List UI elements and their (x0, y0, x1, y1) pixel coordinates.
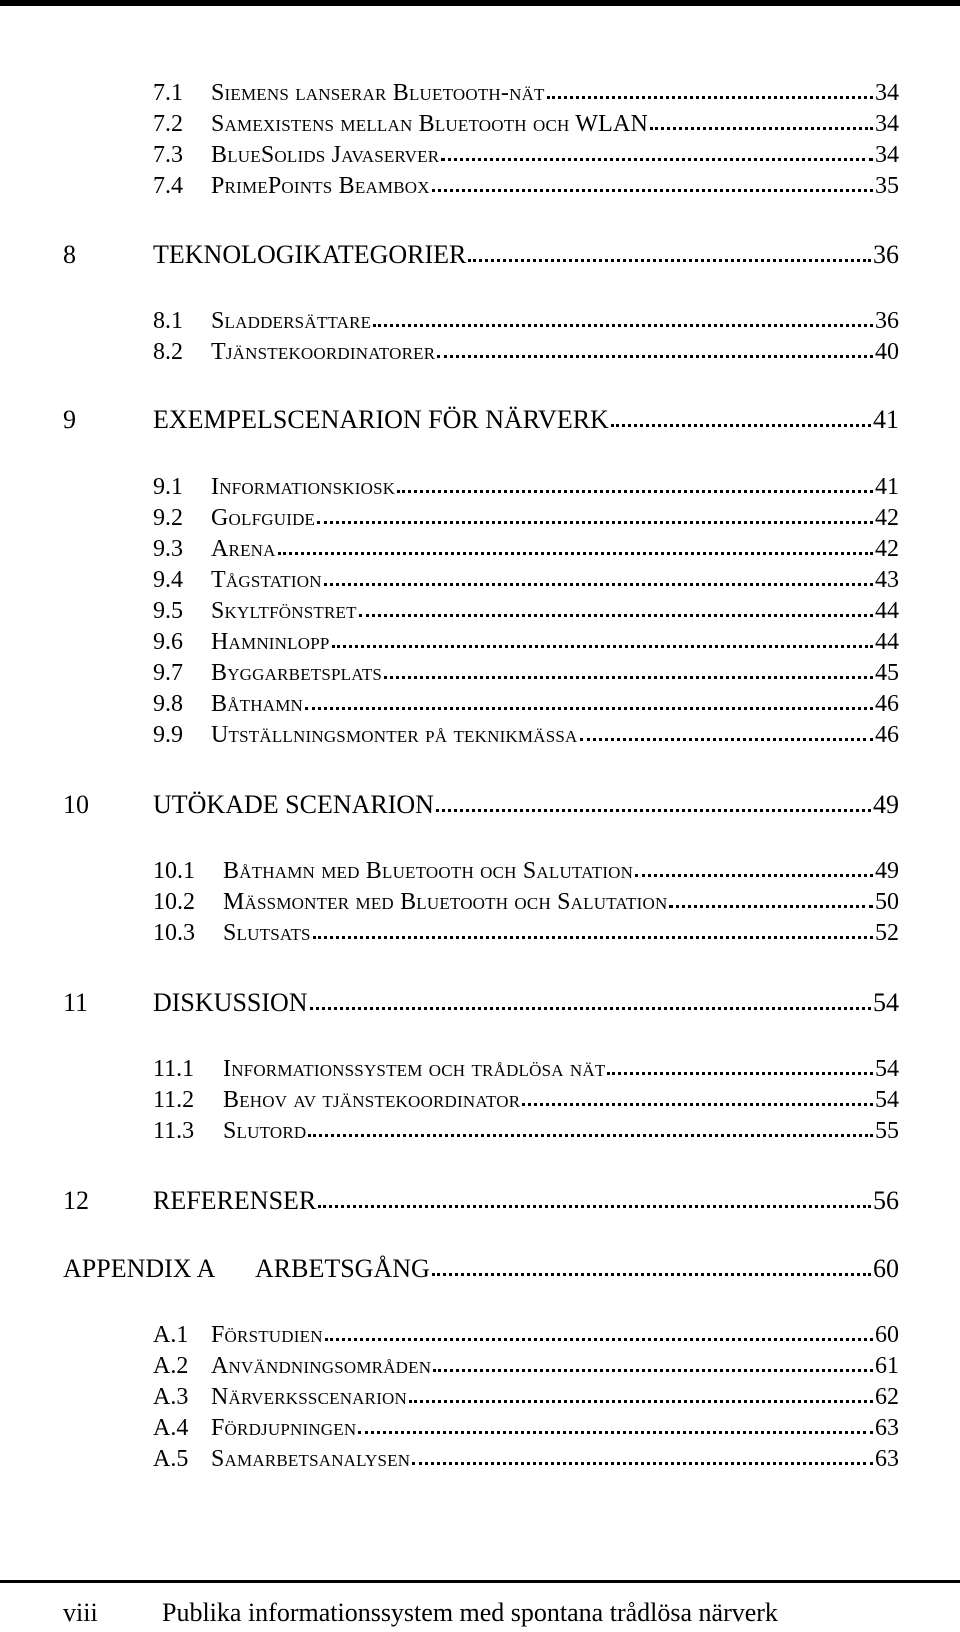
toc-entry (153, 598, 899, 625)
toc-entry (153, 308, 899, 335)
dot-leader (359, 597, 873, 617)
toc-entry (153, 1118, 899, 1145)
dot-leader (607, 1055, 873, 1075)
toc-entry (63, 988, 899, 1018)
dot-leader (412, 1445, 873, 1465)
toc-entry-number: 9.6 (153, 629, 183, 655)
toc-entry-page: 42 (875, 536, 899, 562)
dot-leader (373, 307, 873, 327)
toc-entry-title: Golfguide (211, 505, 316, 531)
toc-entry-title: Båthamn med Bluetooth och Salutation (223, 858, 634, 884)
toc-entry-number: 7.3 (153, 142, 183, 168)
dot-leader (305, 690, 873, 710)
toc-entry-number: 10.1 (153, 858, 195, 884)
dot-leader (397, 473, 873, 493)
toc-entry-number: 9.4 (153, 567, 183, 593)
toc-entry-title: Sladdersättare (211, 308, 372, 334)
dot-leader (317, 504, 873, 524)
toc-entry-number: 12 (63, 1186, 89, 1215)
dot-leader (441, 141, 873, 161)
toc-entry-title: Hamninlopp (211, 629, 330, 655)
toc-entry-number: 9.1 (153, 474, 183, 500)
toc-entry (153, 536, 899, 563)
toc-entry-page: 54 (875, 1087, 899, 1113)
toc-entry-page: 46 (875, 691, 899, 717)
toc-entry-title: ARBETSGÅNG (255, 1254, 430, 1283)
dot-leader (308, 1117, 873, 1137)
toc-entry-page: 49 (873, 790, 899, 819)
toc-entry-number: A.1 (153, 1322, 189, 1348)
footer-document-title: Publika informationssystem med spontana trådlösa närverk (162, 1598, 778, 1627)
toc-entry-page: 41 (873, 405, 899, 434)
toc-entry (153, 889, 899, 916)
toc-entry-title: Slutsats (223, 920, 311, 946)
toc-entry (153, 1056, 899, 1083)
toc-entry-title: Informationssystem och trådlösa nät (223, 1056, 606, 1082)
toc-entry (63, 240, 899, 270)
toc-entry-page: 34 (875, 142, 899, 168)
toc-entry-page: 41 (875, 474, 899, 500)
dot-leader (358, 1414, 873, 1434)
toc-entry (153, 660, 899, 687)
toc-entry-page: 49 (875, 858, 899, 884)
toc-entry-page: 44 (875, 598, 899, 624)
toc-entry-number: 8 (63, 240, 76, 269)
dot-leader (432, 172, 873, 192)
dot-leader (310, 989, 871, 1010)
toc-entry-page: 43 (875, 567, 899, 593)
toc-entry (63, 1254, 899, 1284)
toc-entry-title: Mässmonter med Bluetooth och Salutation (223, 889, 668, 915)
dot-leader (325, 1321, 873, 1341)
toc-entry-title: Närverksscenarion (211, 1384, 408, 1410)
dot-leader (547, 79, 873, 99)
toc-entry-page: 60 (875, 1322, 899, 1348)
toc-entry-number: A.3 (153, 1384, 189, 1410)
toc-entry-title: Förstudien (211, 1322, 323, 1348)
dot-leader (313, 919, 873, 939)
toc-entry-title: Båthamn (211, 691, 304, 717)
toc-entry (153, 858, 899, 885)
dot-leader (278, 535, 873, 555)
toc-entry-title: REFERENSER (153, 1186, 317, 1215)
toc-entry-number: 7.1 (153, 80, 183, 106)
toc-entry (153, 1384, 899, 1411)
toc-entry-number: 8.1 (153, 308, 183, 334)
toc-entry-page: 45 (875, 660, 899, 686)
dot-leader (384, 659, 873, 679)
dot-leader (332, 628, 873, 648)
toc-entry-number: 9.8 (153, 691, 183, 717)
toc-entry (153, 722, 899, 749)
toc-entry-number: 11.2 (153, 1087, 195, 1113)
toc-entry (153, 173, 899, 200)
toc-entry-title: Samexistens mellan Bluetooth och WLAN (211, 111, 649, 137)
toc-entry-number: 7.2 (153, 111, 183, 137)
toc-entry-number: A.5 (153, 1446, 189, 1472)
toc-entry-number: A.2 (153, 1353, 189, 1379)
toc-entry-number: APPENDIX A (63, 1254, 216, 1283)
toc-entry-title: Arena (211, 536, 276, 562)
toc-entry-number: 9.3 (153, 536, 183, 562)
dot-leader (611, 406, 871, 427)
toc-entry-number: A.4 (153, 1415, 189, 1441)
toc-entry-page: 44 (875, 629, 899, 655)
toc-entry-page: 56 (873, 1186, 899, 1215)
footer-rule (0, 1580, 960, 1583)
footer-page-number: viii (63, 1598, 98, 1627)
toc-entry-page: 62 (875, 1384, 899, 1410)
toc-entry-page: 63 (875, 1415, 899, 1441)
dot-leader (409, 1383, 873, 1403)
toc-entry-number: 10.2 (153, 889, 195, 915)
toc-entry-page: 34 (875, 111, 899, 137)
toc-entry-number: 9.2 (153, 505, 183, 531)
toc-entry-title: Fördjupningen (211, 1415, 357, 1441)
toc-entry-title: BlueSolids Javaserver (211, 142, 440, 168)
toc-entry (153, 629, 899, 656)
toc-entry (153, 1322, 899, 1349)
toc-entry (153, 691, 899, 718)
toc-entry-title: Behov av tjänstekoordinator (223, 1087, 521, 1113)
toc-entry (153, 474, 899, 501)
toc-entry (63, 1186, 899, 1216)
toc-entry-page: 46 (875, 722, 899, 748)
toc-entry (153, 111, 899, 138)
toc-entry (153, 142, 899, 169)
toc-entry-title: Tågstation (211, 567, 322, 593)
dot-leader (580, 721, 874, 741)
dot-leader (650, 110, 873, 130)
toc-entry-number: 8.2 (153, 339, 183, 365)
toc-entry-page: 42 (875, 505, 899, 531)
toc-entry-title: Siemens lanserar Bluetooth-nät (211, 80, 545, 106)
toc-entry-page: 54 (875, 1056, 899, 1082)
toc-entry-title: UTÖKADE SCENARION (153, 790, 434, 819)
toc-entry-title: DISKUSSION (153, 988, 308, 1017)
toc-entry-number: 11 (63, 988, 89, 1017)
toc-entry (153, 1353, 899, 1380)
toc-entry-title: TEKNOLOGIKATEGORIER (153, 240, 467, 269)
toc-entry-title: Samarbetsanalysen (211, 1446, 411, 1472)
toc-entry-title: Tjänstekoordinatorer (211, 339, 436, 365)
toc-entry-number: 11.1 (153, 1056, 195, 1082)
dot-leader (468, 241, 871, 262)
toc-entry-title: Skyltfönstret (211, 598, 357, 624)
toc-entry (153, 1446, 899, 1473)
toc-entry-number: 9.9 (153, 722, 183, 748)
toc-entry-title: EXEMPELSCENARION FÖR NÄRVERK (153, 405, 609, 434)
toc-entry-title: Byggarbetsplats (211, 660, 383, 686)
dot-leader (522, 1086, 873, 1106)
toc-entry-number: 9.7 (153, 660, 183, 686)
toc-entry-page: 36 (873, 240, 899, 269)
toc-entry-page: 61 (875, 1353, 899, 1379)
toc-entry-page: 52 (875, 920, 899, 946)
toc-entry-title: PrimePoints Beambox (211, 173, 430, 199)
toc-entry-page: 36 (875, 308, 899, 334)
dot-leader (318, 1187, 871, 1208)
dot-leader (433, 1352, 873, 1372)
dot-leader (635, 857, 873, 877)
toc-entry-number: 11.3 (153, 1118, 195, 1144)
dot-leader (669, 888, 873, 908)
toc-entry (153, 1087, 899, 1114)
toc-entry (63, 790, 899, 820)
toc-entry-page: 35 (875, 173, 899, 199)
toc-entry (153, 339, 899, 366)
toc-entry (63, 405, 899, 435)
toc-entry (153, 920, 899, 947)
toc-entry-title: Slutord (223, 1118, 307, 1144)
toc-entry (153, 1415, 899, 1442)
toc-entry-number: 9.5 (153, 598, 183, 624)
toc-entry-title: Användningsområden (211, 1353, 432, 1379)
toc-entry (153, 567, 899, 594)
dot-leader (324, 566, 873, 586)
dot-leader (436, 791, 871, 812)
dot-leader (432, 1255, 871, 1276)
toc-entry-page: 40 (875, 339, 899, 365)
toc-entry-title: Utställningsmonter på teknikmässa (211, 722, 578, 748)
toc-entry-number: 10 (63, 790, 89, 819)
toc-entry-page: 34 (875, 80, 899, 106)
toc-entry-title: Informationskiosk (211, 474, 396, 500)
toc-entry-page: 63 (875, 1446, 899, 1472)
toc-entry (153, 505, 899, 532)
toc-entry-page: 54 (873, 988, 899, 1017)
toc-entry-number: 10.3 (153, 920, 195, 946)
toc-entry-number: 9 (63, 405, 76, 434)
toc-entry (153, 80, 899, 107)
toc-entry-page: 55 (875, 1118, 899, 1144)
toc-entry-number: 7.4 (153, 173, 183, 199)
toc-entry-page: 50 (875, 889, 899, 915)
dot-leader (437, 338, 873, 358)
toc-entry-page: 60 (873, 1254, 899, 1283)
